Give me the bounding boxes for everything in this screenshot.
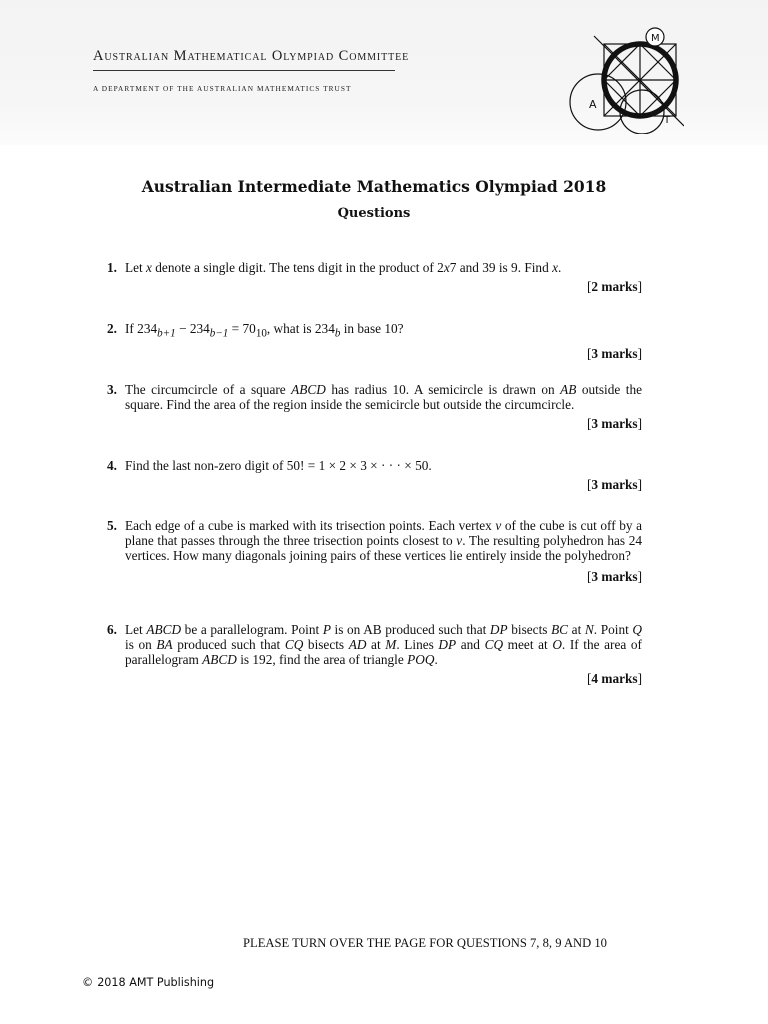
question-text: The circumcircle of a square ABCD has radius 10. A semicircle is drawn on AB outside the square. Find the area of the region inside the semicircle but outside the circumcircle. — [125, 382, 642, 412]
question-number: 1. — [107, 260, 117, 275]
question-marks: [2 marks] — [586, 279, 642, 294]
committee-name: Australian Mathematical Olympiad Committee — [93, 48, 410, 64]
page-title: Australian Intermediate Mathematics Olympiad 2018 — [141, 177, 607, 196]
copyright-icon: © — [82, 976, 94, 989]
question-text: Let x denote a single digit. The tens digit in the product of 2x7 and 39 is 9. Find x. — [125, 260, 562, 275]
question-number: 5. — [107, 518, 117, 533]
question-marks: [4 marks] — [586, 671, 642, 686]
copyright-text: 2018 AMT Publishing — [97, 976, 215, 989]
question-6 — [107, 622, 642, 686]
question-text: If $234_{b+1} - 234_{b-1} = 70_{10}$, what is $234_b$ in base 10? — [125, 321, 404, 340]
turn-over-note: PLEASE TURN OVER THE PAGE FOR QUESTIONS 7, 8, 9 AND 10 — [243, 936, 607, 950]
question-marks: [3 marks] — [586, 345, 642, 361]
question-5 — [107, 518, 642, 584]
logo-letter-a: A — [589, 98, 597, 111]
question-2 — [107, 321, 642, 361]
logo-letter-m: M — [651, 33, 660, 44]
question-4 — [107, 458, 642, 492]
question-1 — [107, 260, 642, 294]
question-number: 4. — [107, 458, 117, 473]
question-number: 6. — [107, 622, 117, 637]
amoc-logo — [564, 26, 684, 134]
page-subtitle: Questions — [337, 206, 411, 221]
question-text: Find the last non-zero digit of 50! = 1 × 2 × 3 × · · · × 50. — [125, 458, 432, 473]
logo-letter-t: T — [664, 115, 671, 126]
question-text: Each edge of a cube is marked with its trisection points. Each vertex v of the cube is cut off by a plane that passes through the three trisection points closest to v. The resulting polyhedron has 24 vertices. How many diagonals joining pairs of these vertices lie entirely inside the polyhedron? — [125, 518, 643, 563]
copyright-footer — [82, 976, 214, 989]
letterhead-rule — [93, 70, 395, 71]
question-marks: [3 marks] — [586, 477, 642, 492]
question-marks: [3 marks] — [586, 569, 642, 584]
question-number: 3. — [107, 382, 117, 397]
question-number: 2. — [107, 321, 117, 336]
department-line: A DEPARTMENT OF THE AUSTRALIAN MATHEMATICS TRUST — [93, 84, 352, 93]
question-text: Let ABCD be a parallelogram. Point P is on AB produced such that DP bisects BC at N. Point Q is on BA produced such that CQ bisects AD at M. Lines DP and CQ meet at O. If the area of parallelogram ABCD is 192, find the area of triangle POQ. — [125, 622, 643, 667]
question-marks: [3 marks] — [586, 416, 642, 431]
question-3 — [107, 382, 642, 431]
